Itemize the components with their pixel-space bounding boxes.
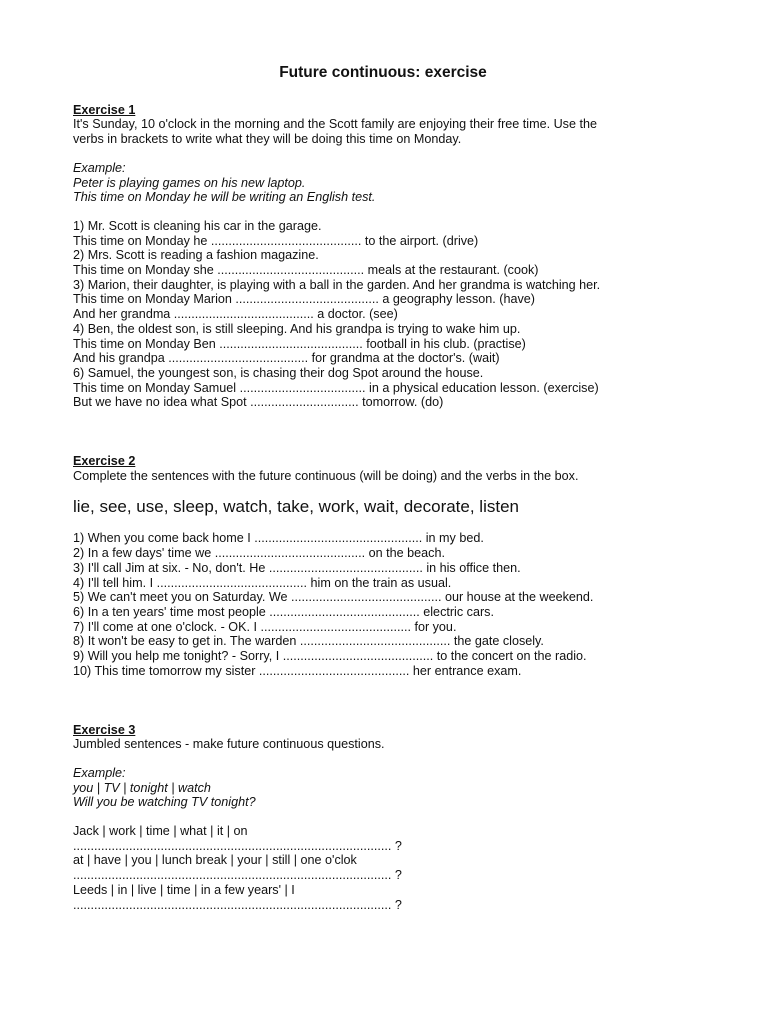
exercise-3-instruction: Jumbled sentences - make future continuous questions. — [73, 737, 385, 752]
example-line: This time on Monday he will be writing an English test. — [73, 190, 376, 205]
worksheet-page — [73, 66, 693, 912]
example-line: you | TV | tonight | watch — [73, 780, 211, 795]
exercise-line: 2) Mrs. Scott is reading a fashion magazine. — [73, 248, 319, 263]
exercise-line: 10) This time tomorrow my sister ........................................... her entrance exam. — [73, 663, 522, 678]
exercise-3-items — [73, 824, 693, 912]
exercise-2-instruction: Complete the sentences with the future continuous (will be doing) and the verbs in the box. — [73, 468, 579, 483]
exercise-line: 1) When you come back home I ................................................ in my bed. — [73, 531, 484, 546]
exercise-line: 9) Will you help me tonight? - Sorry, I ........................................... to the concert on the radio. — [73, 649, 587, 664]
exercise-line: 7) I'll come at one o'clock. - OK. I ........................................... for you. — [73, 619, 457, 634]
jumbled-words: at | have | you | lunch break | your | still | one o'clok — [73, 853, 357, 868]
exercise-line: But we have no idea what Spot ............................... tomorrow. (do) — [73, 395, 444, 410]
example-line: Will you be watching TV tonight? — [73, 795, 256, 810]
exercise-1 — [73, 103, 693, 410]
exercise-line: 8) It won't be easy to get in. The warden ........................................... the gate closely. — [73, 634, 544, 649]
exercise-3-heading: Exercise 3 — [73, 722, 136, 737]
exercise-line: This time on Monday Ben ......................................... football in his club. (practise) — [73, 336, 526, 351]
jumbled-words: Jack | work | time | what | it | on — [73, 824, 248, 839]
exercise-line: This time on Monday Marion ......................................... a geography lesson. (have) — [73, 292, 535, 307]
example-line: Peter is playing games on his new laptop. — [73, 175, 306, 190]
page-title: Future continuous: exercise — [279, 64, 487, 81]
exercise-line: 6) Samuel, the youngest son, is chasing their dog Spot around the house. — [73, 365, 484, 380]
exercise-3 — [73, 723, 693, 913]
exercise-line: 2) In a few days' time we ........................................... on the beach. — [73, 546, 445, 561]
exercise-1-heading: Exercise 1 — [73, 102, 136, 117]
answer-line: ........................................................................................... ? — [73, 868, 402, 883]
exercise-line: This time on Monday she .......................................... meals at the restaurant. (cook) — [73, 263, 539, 278]
exercise-line: 3) Marion, their daughter, is playing with a ball in the garden. And her grandma is watching her. — [73, 277, 601, 292]
example-label: Example: — [73, 765, 126, 780]
exercise-1-instruction: verbs in brackets to write what they will be doing this time on Monday. — [73, 132, 462, 147]
exercise-line: 5) We can't meet you on Saturday. We ........................................... our house at the weekend. — [73, 590, 594, 605]
exercise-line: 3) I'll call Jim at six. - No, don't. He ............................................ in his office then. — [73, 560, 521, 575]
answer-line: ........................................................................................... ? — [73, 838, 402, 853]
exercise-2-heading: Exercise 2 — [73, 454, 136, 469]
exercise-line: 6) In a ten years' time most people ........................................... electric cars. — [73, 604, 494, 619]
exercise-1-items — [73, 219, 693, 410]
exercise-2-items — [73, 531, 693, 678]
exercise-line: This time on Monday he ........................................... to the airport. (drive) — [73, 233, 479, 248]
exercise-1-instruction: It's Sunday, 10 o'clock in the morning and the Scott family are enjoying their free time. Use the — [73, 117, 597, 132]
example-label: Example: — [73, 160, 126, 175]
exercise-2 — [73, 454, 693, 678]
exercise-line: 4) I'll tell him. I ........................................... him on the train as usual. — [73, 575, 452, 590]
exercise-line: And her grandma ........................................ a doctor. (see) — [73, 307, 398, 322]
answer-line: ........................................................................................... ? — [73, 897, 402, 912]
exercise-line: 1) Mr. Scott is cleaning his car in the garage. — [73, 218, 322, 233]
verb-box: lie, see, use, sleep, watch, take, work, wait, decorate, listen — [73, 497, 519, 517]
exercise-line: This time on Monday Samuel .................................... in a physical education lesson. (exercise) — [73, 380, 599, 395]
exercise-line: And his grandpa ........................................ for grandma at the doctor's. (wait) — [73, 351, 500, 366]
exercise-line: 4) Ben, the oldest son, is still sleeping. And his grandpa is trying to wake him up. — [73, 321, 521, 336]
jumbled-words: Leeds | in | live | time | in a few years' | I — [73, 882, 295, 897]
